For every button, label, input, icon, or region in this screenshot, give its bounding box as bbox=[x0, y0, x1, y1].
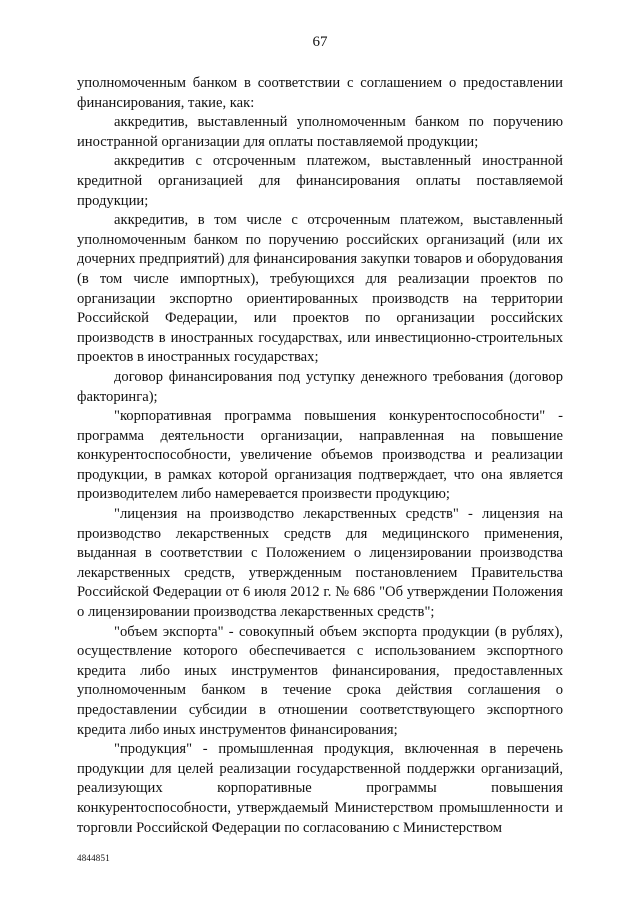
paragraph-letter-of-credit-russian-order: аккредитив, в том числе с отсроченным платежом, выставленный уполномоченным банком по поручению российских организаций (или их дочерних предприятий) для финансирования закупки товаров и оборудования (в том числе импортных), требующихся для реализации проектов по организации экспортно ориентированных производств на территории Российской Федерации, или проектов по организации российских производств в иностранных государствах, или инвестиционно-строительных проектов в иностранных государствах; bbox=[77, 212, 563, 366]
paragraph-definition-drug-license: "лицензия на производство лекарственных средств" - лицензия на производство лекарственных средств для медицинского применения, выданная в соответствии с Положением о лицензировании производства лекарственных средств, утвержденным постановлением Правительства Российской Федерации от 6 июля 2012 г. № 686 "Об утверждении Положения о лицензировании производства лекарственных средств"; bbox=[77, 506, 563, 621]
paragraph-definition-export-volume: "объем экспорта" - совокупный объем экспорта продукции (в рублях), осуществление которого обеспечивается с использованием экспортного кредита либо иных инструментов финансирования, предоставленных уполномоченным банком в течение срока действия соглашения о предоставлении субсидии в отношении соответствующего экспортного кредита либо иных инструментов финансирования; bbox=[77, 623, 563, 738]
document-body bbox=[77, 74, 563, 838]
paragraph-continuation: уполномоченным банком в соответствии с соглашением о предоставлении финансирования, такие, как: bbox=[77, 75, 563, 111]
paragraph-factoring-agreement: договор финансирования под уступку денежного требования (договор факторинга); bbox=[77, 368, 563, 405]
paragraph-definition-competitiveness-program: "корпоративная программа повышения конкурентоспособности" - программа деятельности организации, направленная на повышение конкурентоспособности, увеличение объемов производства и реализации продукции, в рамках которой организация подтверждает, что она является производителем либо намеревается произвести продукцию; bbox=[77, 408, 563, 503]
paragraph-deferred-letter-of-credit: аккредитив с отсроченным платежом, выставленный иностранной кредитной организацией для финансирования оплаты поставляемой продукции; bbox=[77, 153, 563, 209]
page-number: 67 bbox=[312, 34, 328, 50]
paragraph-definition-products: "продукция" - промышленная продукция, включенная в перечень продукции для целей реализации государственной поддержки организаций, реализующих корпоративные программы повышения конкурентоспособности, утверждаемый Министерством промышленности и торговли Российской Федерации по согласованию с Министерством bbox=[77, 741, 563, 836]
paragraph-letter-of-credit-foreign-order: аккредитив, выставленный уполномоченным банком по поручению иностранной организации для оплаты поставляемой продукции; bbox=[77, 114, 563, 150]
document-code: 4844851 bbox=[77, 853, 110, 863]
